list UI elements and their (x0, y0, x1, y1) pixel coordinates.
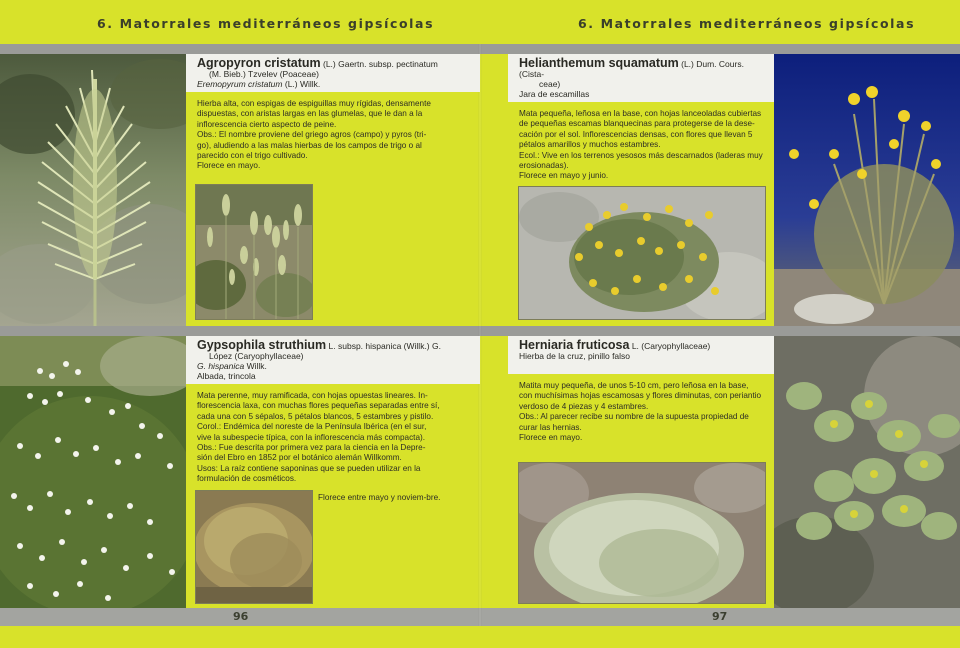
description-line: Obs.: Fue descrita por primera vez para la ciencia en la Depre- (197, 443, 426, 453)
description-line: Usos: La raíz contiene saponinas que se pueden utilizar en la (197, 463, 421, 473)
entry-title-box (186, 336, 480, 384)
description-line: con muchísimas hojas escamosas y flores diminutas, con periantio (519, 391, 762, 401)
authority-line-2: ceae) (539, 79, 561, 89)
scientific-name: Herniaria fruticosa (519, 338, 630, 352)
gypsophila-photo (0, 336, 186, 608)
herniaria-inset-photo (518, 462, 766, 604)
description-line: parecido con el trigo cultivado. (197, 151, 308, 161)
description-line: Mata perenne, muy ramificada, con hojas opuestas lineares. In- (197, 391, 428, 400)
helianthemum-inset-photo (518, 186, 766, 320)
description-line: erosionadas). (519, 161, 569, 171)
description-line: verdoso de 4 piezas y 4 estambres. (519, 401, 649, 411)
synonym-name: Eremopyrum cristatum (197, 79, 283, 89)
agropyron-inset-photo (195, 184, 313, 320)
page-number-right: 97 (712, 610, 728, 623)
authority: (L.) Dum. Cours. (Cista- (519, 59, 744, 79)
description-line: florescencia laxa, con muchas flores pequeñas separadas entre sí, (197, 401, 440, 411)
right-page-header (480, 0, 960, 44)
page-number-left: 96 (233, 610, 249, 623)
entry-gypsophila (186, 336, 480, 485)
scientific-name: Helianthemum squamatum (519, 56, 679, 70)
description-line: Ecol.: Vive en los terrenos yesosos más descarnados (laderas muy (519, 150, 763, 160)
authority-line-2: (M. Bieb.) Tzvelev (Poaceae) (209, 69, 319, 79)
common-names: Hierba de la cruz, pinillo falso (519, 351, 631, 361)
entry-description (186, 384, 480, 485)
description-line: go), aludiendo a las malas hierbas de los campos de trigo o al (197, 140, 422, 150)
description-line: Florece en mayo. (197, 161, 261, 171)
entry-description (508, 374, 774, 443)
description-line: dispuestas, con aristas largas en las glumelas, que le dan a la (197, 109, 423, 119)
description-line: sión del Ebro en 1852 por el botánico alemán Willkomm. (197, 453, 402, 463)
chapter-title-right: 6. Matorrales mediterráneos gipsícolas (578, 16, 916, 31)
common-names: Jara de escamillas (519, 89, 590, 99)
gypsophila-inset-photo (195, 490, 313, 604)
entry-helianthemum (508, 54, 774, 182)
left-page-header (0, 0, 480, 44)
entry-title-box (186, 54, 480, 92)
entry-description (508, 102, 774, 182)
description-line: Corol.: Endémica del noreste de la Península Ibérica (en el sur, (197, 422, 427, 432)
description-line: Obs.: El nombre proviene del griego agros (campo) y pyros (tri- (197, 130, 427, 140)
description-line: Matita muy pequeña, de unos 5-10 cm, pero leñosa en la base, (519, 381, 749, 390)
description-line: Mata pequeña, leñosa en la base, con hojas lanceoladas cubiertas (519, 109, 762, 118)
description-line: inflorescencia cierto aspecto de peine. (197, 119, 337, 129)
description-line: cada una con 5 sépalos, 5 pétalos blancos, 5 estambres y pistilo. (197, 411, 434, 421)
synonym-name: G. hispanica (197, 361, 245, 371)
scientific-name: Agropyron cristatum (197, 56, 321, 70)
description-line: pétalos amarillos y muchos estambres. (519, 140, 661, 150)
title-box-spacer (519, 361, 768, 371)
authority: (L.) Gaertn. subsp. pectinatum (320, 59, 438, 69)
entry-herniaria (508, 336, 774, 443)
herniaria-photo (774, 336, 960, 608)
description-line: Obs.: Al parecer recibe su nombre de la supuesta propiedad de (519, 412, 749, 422)
common-names: Albada, trincola (197, 371, 256, 381)
agropyron-photo (0, 54, 186, 326)
chapter-title-left: 6. Matorrales mediterráneos gipsícolas (97, 16, 435, 31)
description-line: vive la subespecie típica, con la inflorescencia más compacta). (197, 432, 425, 442)
description-line: cación por el sol. Inflorescencias densas, con flores que llevan 5 (519, 129, 753, 139)
entry-title-box (508, 336, 774, 374)
description-line: Hierba alta, con espigas de espiguillas muy rígidas, densamente (197, 99, 431, 108)
gypsophila-flowering-note: Florece entre mayo y noviem-bre. (318, 493, 441, 502)
description-line: de pequeñas escamas blanquecinas para protegerse de la dese- (519, 119, 755, 129)
description-line: Florece en mayo y junio. (519, 171, 609, 181)
authority-line-2: López (Caryophyllaceae) (209, 351, 304, 361)
description-line: Florece en mayo. (519, 433, 583, 443)
authority: L. subsp. hispanica (Willk.) G. (326, 341, 441, 351)
synonym-authority: Willk. (244, 361, 267, 371)
synonym-authority: (L.) Willk. (282, 79, 321, 89)
description-line: formulación de cosméticos. (197, 474, 297, 484)
entry-title-box (508, 54, 774, 102)
entry-agropyron (186, 54, 480, 172)
entry-description (186, 92, 480, 172)
scientific-name: Gypsophila struthium (197, 338, 327, 352)
description-line: curar las hernias. (519, 422, 582, 432)
helianthemum-photo (774, 54, 960, 326)
authority: L. (Caryophyllaceae) (629, 341, 711, 351)
